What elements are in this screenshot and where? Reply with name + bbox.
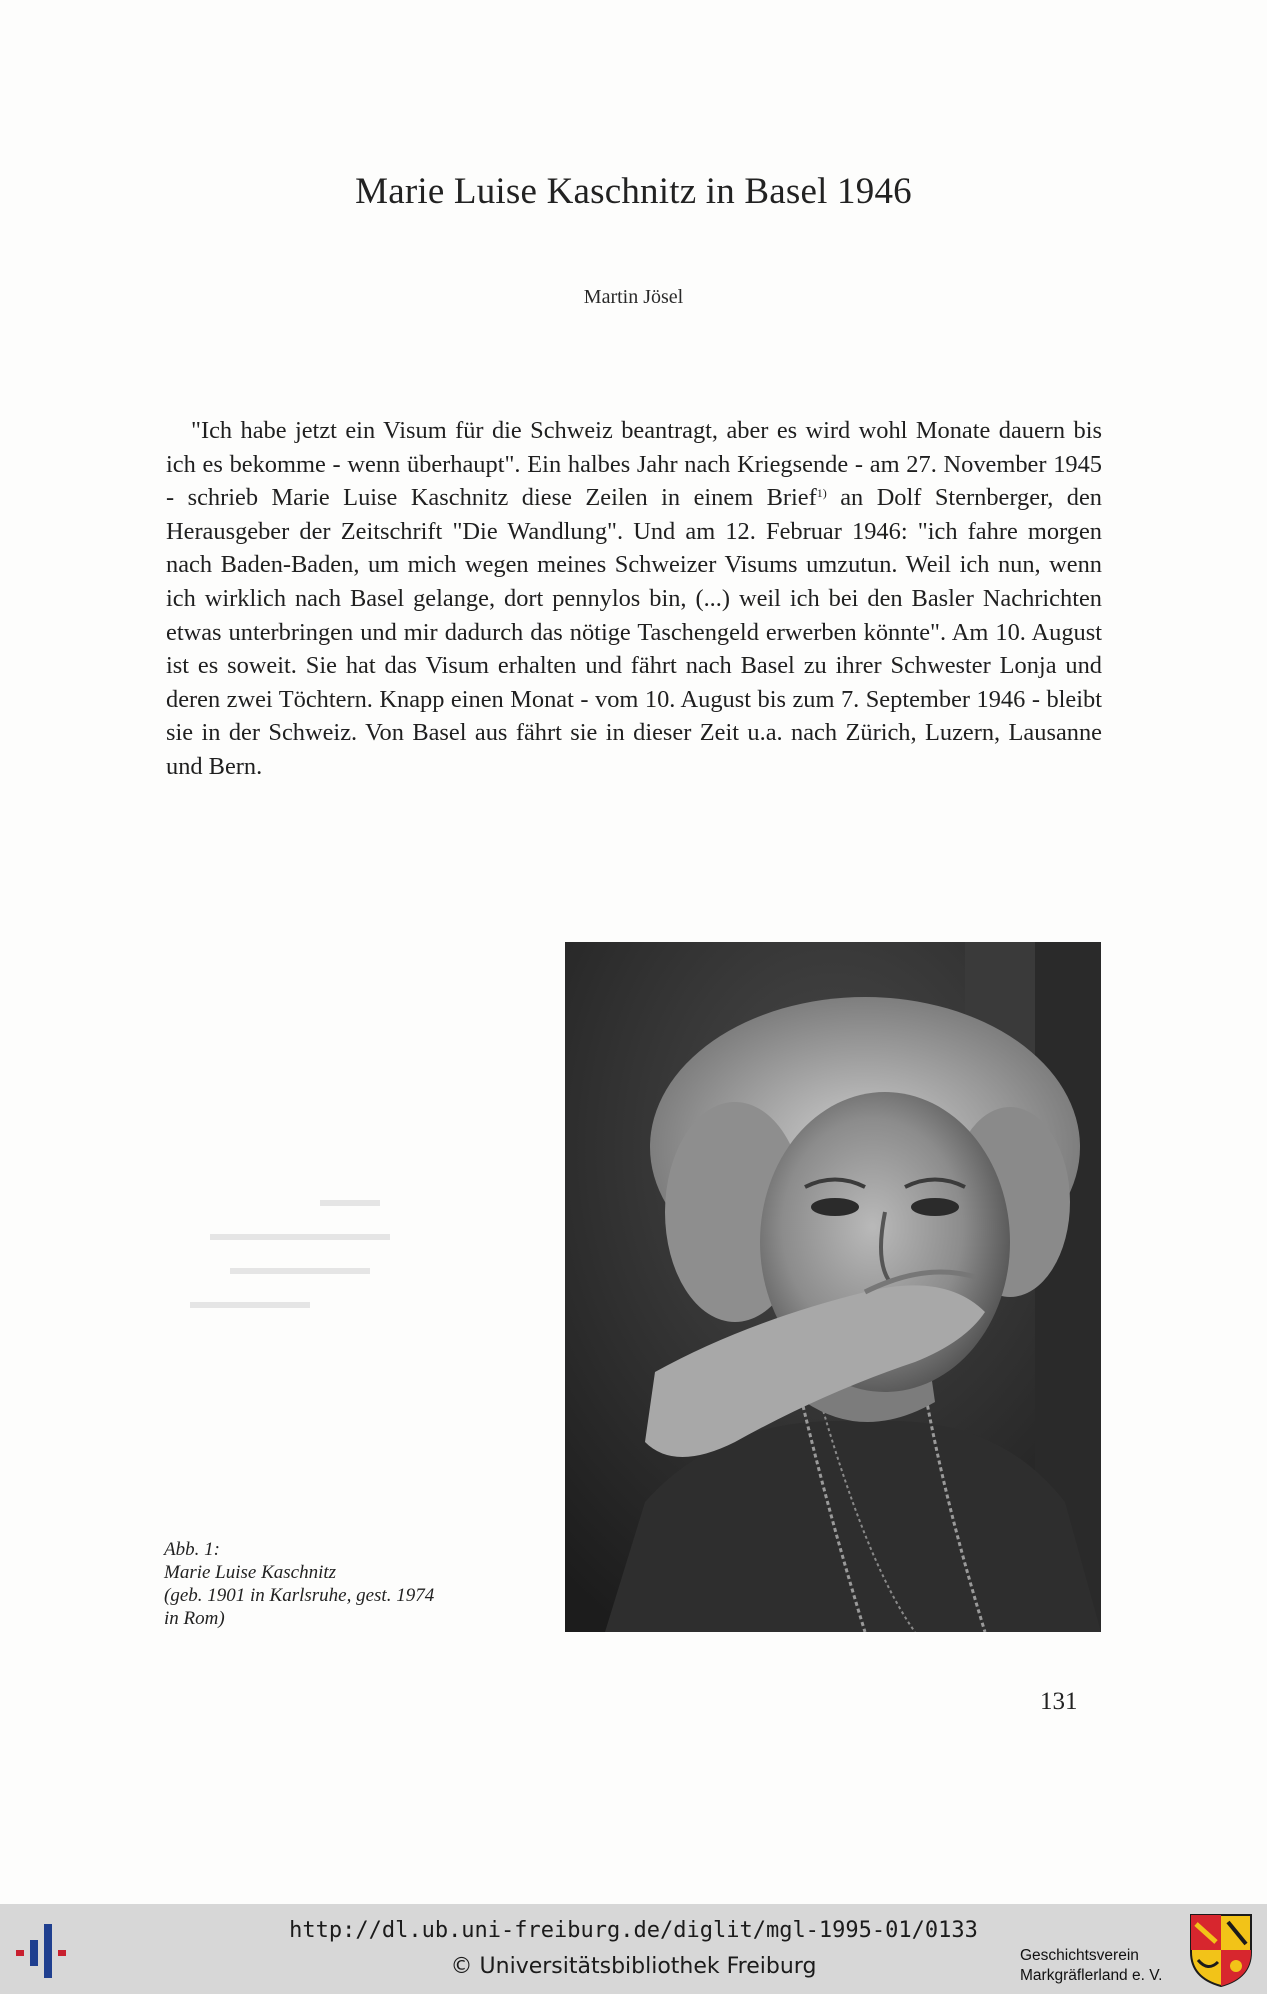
article-author: Martin Jösel bbox=[583, 286, 684, 308]
society-name bbox=[1020, 1946, 1162, 1986]
footnote-reference[interactable]: 1) bbox=[816, 486, 827, 501]
article-paragraph bbox=[166, 414, 1102, 784]
article-title: Marie Luise Kaschnitz in Basel 1946 bbox=[355, 171, 912, 212]
figure-caption bbox=[164, 1538, 494, 1630]
verso-show-through-marks bbox=[170, 1190, 420, 1330]
caption-place: in Rom) bbox=[164, 1608, 225, 1629]
portrait-illustration bbox=[565, 942, 1101, 1632]
caption-name: Marie Luise Kaschnitz bbox=[164, 1562, 337, 1583]
society-name-line1: Geschichtsverein bbox=[1020, 1947, 1139, 1964]
paragraph-text-part1: "Ich habe jetzt ein Visum für die Schweiz beantragt, aber es wird wohl Monate dauern bis ich es bekomme - wenn überhaupt". Ein halbes Jahr nach Kriegsende - am 27. November 1945 - schrieb Marie Luise Kaschnitz diese Zeilen in einem Brief bbox=[166, 417, 1102, 512]
caption-dates: (geb. 1901 in Karlsruhe, gest. 1974 bbox=[164, 1585, 435, 1606]
page-number: 131 bbox=[1040, 1688, 1078, 1715]
portrait-photo bbox=[565, 942, 1101, 1632]
viewer-footer bbox=[0, 1904, 1267, 1994]
paragraph-text-part2: an Dolf Sternberger, den Herausgeber der Zeitschrift "Die Wandlung". Und am 12. Februar 1946: "ich fahre morgen nach Baden-Baden, um mich wegen meines Schweizer Visums umzutun. Weil ich nun, wenn ich wirklich nach Basel gelange, dort pennylos bin, (...) weil ich bei den Basler Nachrichten etwas unterbringen und mir dadurch das nötige Taschengeld erwerben könnte". Am 10. August ist es soweit. Sie hat das Visum erhalten und fährt nach Basel zu ihrer Schwester Lonja und deren zwei Töchtern. Knapp einen Monat - vom 10. August bis zum 7. September 1946 - bleibt sie in der Schweiz. Von Basel aus fährt sie in dieser Zeit u.a. nach Zürich, Luzern, Lausanne und Bern. bbox=[166, 484, 1102, 780]
document-url-link[interactable]: http://dl.ub.uni-freiburg.de/diglit/mgl-1995-01/0133 bbox=[289, 1918, 978, 1943]
copyright-notice: © Universitätsbibliothek Freiburg bbox=[450, 1954, 817, 1979]
verso-show-through bbox=[170, 1190, 420, 1330]
society-crest-icon[interactable] bbox=[1188, 1912, 1254, 1988]
caption-label: Abb. 1: bbox=[164, 1539, 220, 1560]
society-name-line2: Markgräflerland e. V. bbox=[1020, 1967, 1163, 1984]
